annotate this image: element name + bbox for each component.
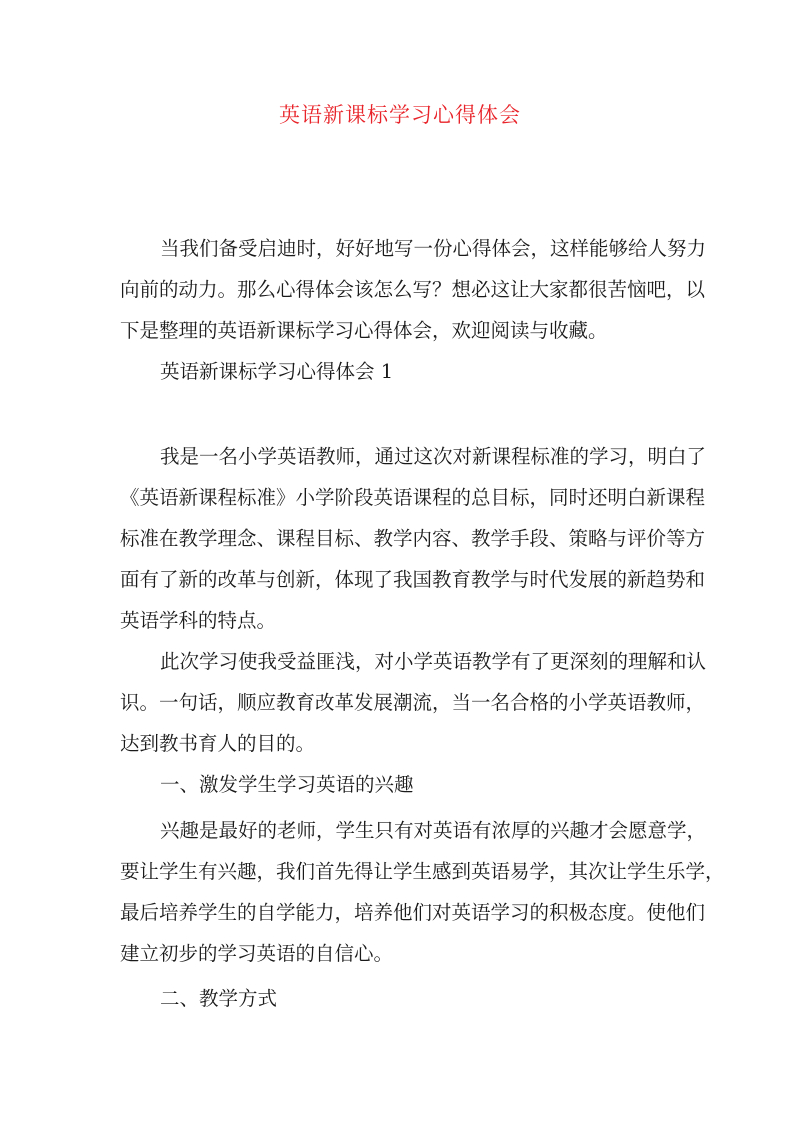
section-heading-1 [120,351,686,392]
subheading-text: 一、激发学生学习英语的兴趣 [160,773,414,796]
paragraph-line: 《英语新课程标准》小学阶段英语课程的总目标，同时还明白新课程 [120,486,706,509]
subheading-2 [120,978,686,1019]
paragraph-2 [120,641,707,764]
intro-paragraph [120,228,707,351]
paragraph-line: 标准在教学理念、课程目标、教学内容、教学手段、策略与评价等方 [120,527,706,550]
paragraph-line: 兴趣是最好的老师，学生只有对英语有浓厚的兴趣才会愿意学， [160,819,707,842]
document-title: 英语新课标学习心得体会 [279,103,521,127]
subheading-text: 二、教学方式 [160,987,278,1010]
section-heading-text: 英语新课标学习心得体会 1 [160,360,394,383]
subheading-1 [120,764,686,805]
paragraph-line: 我是一名小学英语教师，通过这次对新课程标准的学习，明白了 [160,445,707,468]
intro-line: 向前的动力。那么心得体会该怎么写？想必这让大家都很苦恼吧，以 [120,278,706,301]
paragraph-line: 达到教书育人的目的。 [120,732,316,755]
paragraph-line: 英语学科的特点。 [120,609,277,632]
intro-line: 当我们备受启迪时，好好地写一份心得体会，这样能够给人努力 [160,237,707,260]
paragraph-3 [120,810,725,974]
paragraph-1 [120,436,707,641]
paragraph-line: 面有了新的改革与创新，体现了我国教育教学与时代发展的新趋势和 [120,568,706,591]
paragraph-line: 要让学生有兴趣，我们首先得让学生感到英语易学，其次让学生乐学， [120,860,725,883]
paragraph-line: 建立初步的学习英语的自信心。 [120,942,394,965]
paragraph-line: 此次学习使我受益匪浅，对小学英语教学有了更深刻的理解和认 [160,650,707,673]
intro-line: 下是整理的英语新课标学习心得体会，欢迎阅读与收藏。 [120,319,608,342]
paragraph-line: 识。一句话，顺应教育改革发展潮流，当一名合格的小学英语教师， [120,691,706,714]
paragraph-line: 最后培养学生的自学能力，培养他们对英语学习的积极态度。使他们 [120,901,706,924]
